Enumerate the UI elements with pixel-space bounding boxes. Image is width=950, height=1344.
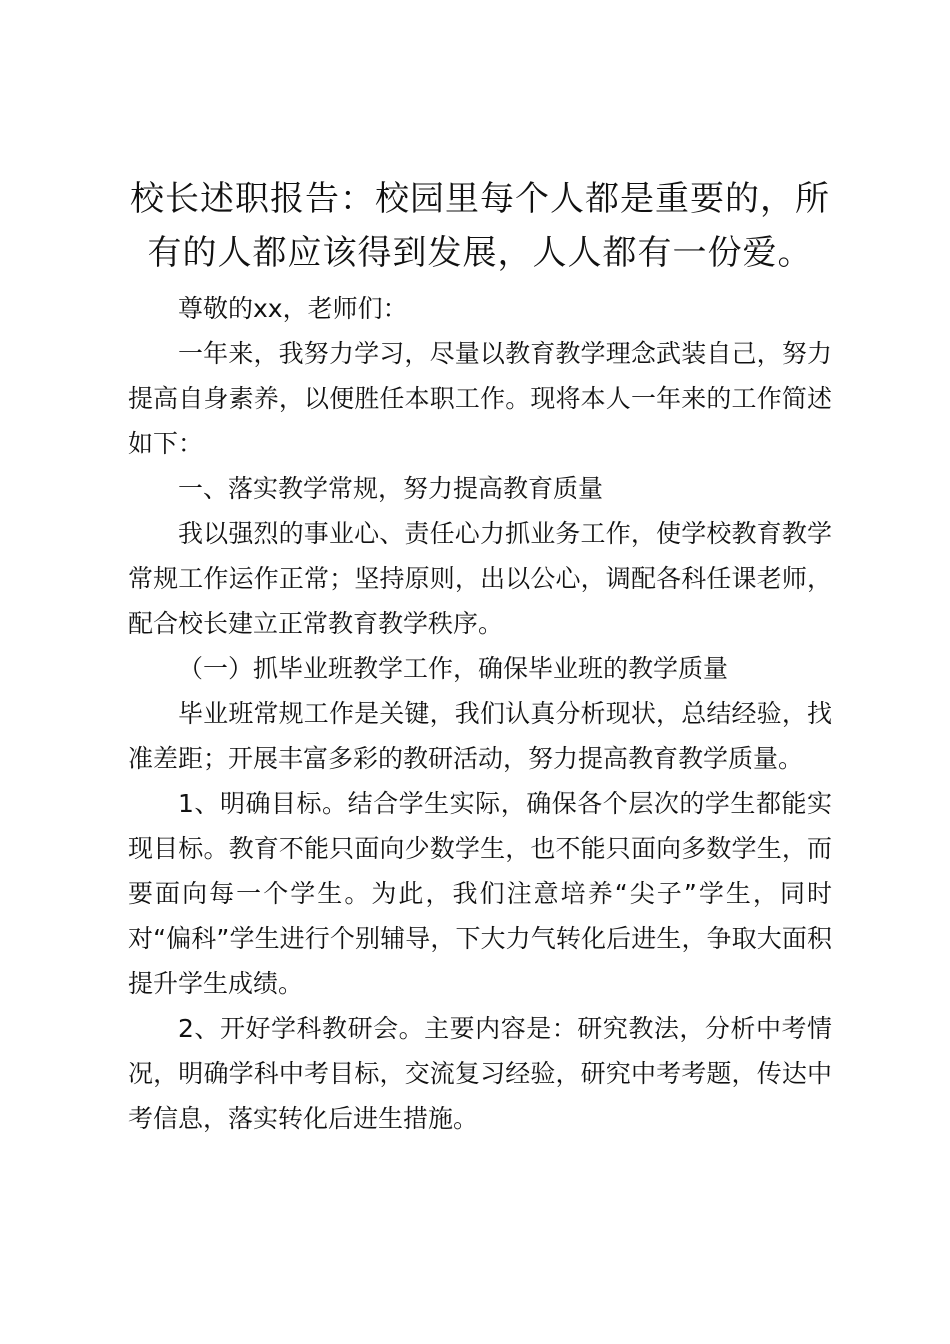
title-line-1: 校长述职报告：校园里每个人都是重要的，所 xyxy=(130,179,830,219)
body-paragraph: 我以强烈的事业心、责任心力抓业务工作，使学校教育教学常规工作运作正常；坚持原则，出以公心，调配各科任课老师，配合校长建立正常教育教学秩序。 xyxy=(128,519,832,638)
document-page xyxy=(128,172,832,1141)
section-heading: 一、落实教学常规，努力提高教育质量 xyxy=(178,474,604,503)
title-line-2: 有的人都应该得到发展，人人都有一份爱。 xyxy=(147,233,813,273)
body-paragraph: 2、开好学科教研会。主要内容是：研究教法，分析中考情况，明确学科中考目标，交流复习经验，研究中考考题，传达中考信息，落实转化后进生措施。 xyxy=(128,1014,832,1133)
document-title xyxy=(128,172,832,280)
subsection-heading: （一）抓毕业班教学工作，确保毕业班的教学质量 xyxy=(178,654,729,683)
body-paragraph: 一年来，我努力学习，尽量以教育教学理念武装自己，努力提高自身素养，以便胜任本职工作。现将本人一年来的工作简述如下： xyxy=(128,339,832,458)
body-paragraph: 1、明确目标。结合学生实际，确保各个层次的学生都能实现目标。教育不能只面向少数学生，也不能只面向多数学生，而要面向每一个学生。为此，我们注意培养“尖子”学生，同时对“偏科”学生进行个别辅导，下大力气转化后进生，争取大面积提升学生成绩。 xyxy=(128,789,832,998)
body-paragraph: 毕业班常规工作是关键，我们认真分析现状，总结经验，找准差距；开展丰富多彩的教研活动，努力提高教育教学质量。 xyxy=(128,699,832,773)
salutation: 尊敬的xx，老师们： xyxy=(178,294,408,323)
